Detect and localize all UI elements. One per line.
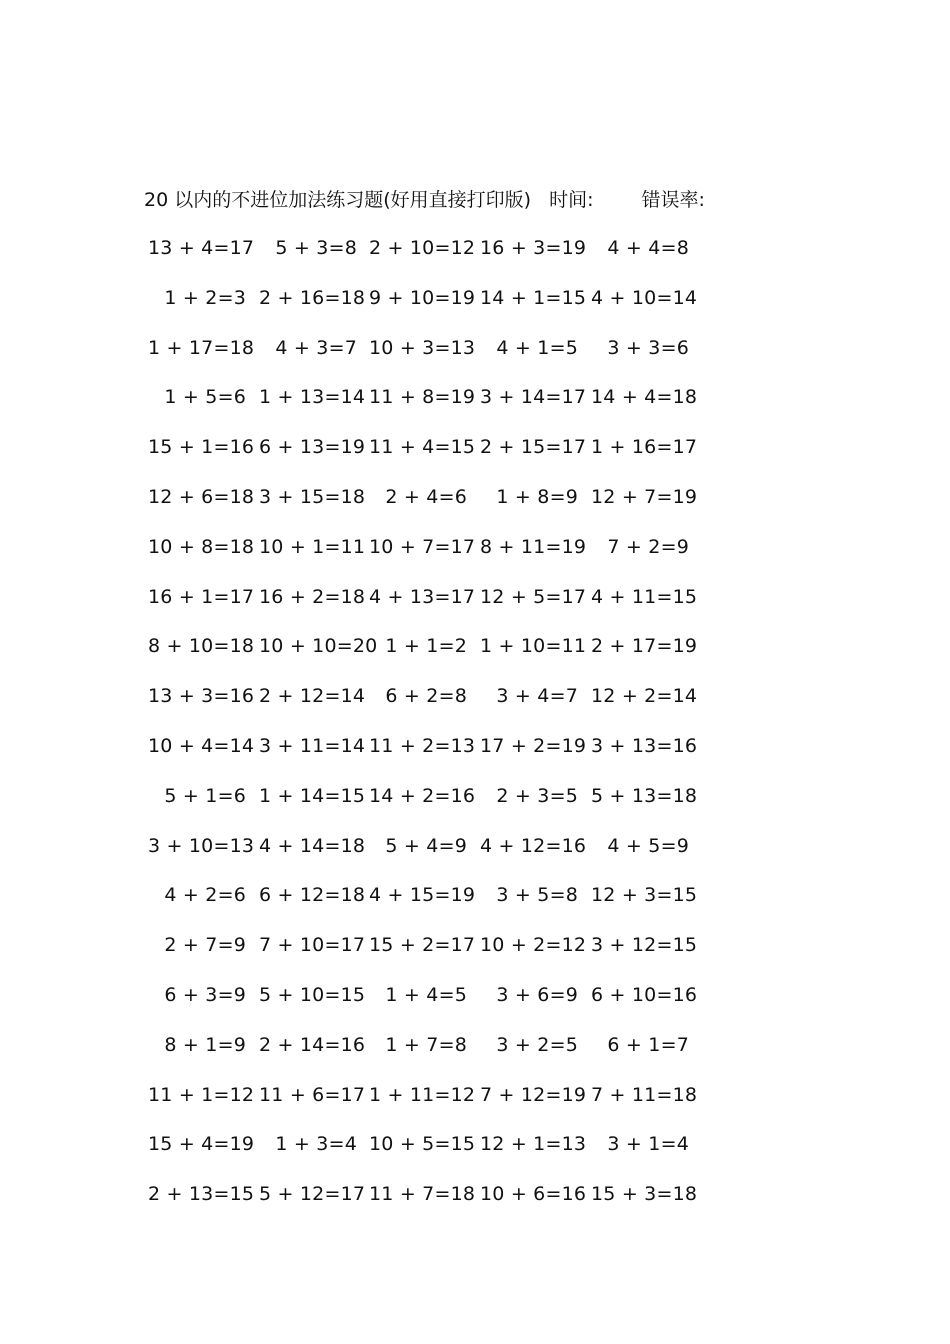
problem-row (148, 981, 708, 1031)
addition-problem: 2 + 10=12 (369, 237, 476, 259)
addition-problem: 1 + 2=3 (164, 286, 246, 309)
problem-row (148, 383, 708, 433)
addition-problem: 10 + 6=16 (480, 1183, 587, 1206)
addition-problem: 2 + 4=6 (385, 485, 467, 508)
addition-problem: 12 + 1=13 (480, 1133, 587, 1156)
problem-row (148, 433, 708, 483)
addition-problem: 3 + 12=15 (591, 934, 698, 957)
addition-problem: 4 + 3=7 (275, 336, 357, 359)
addition-problem: 1 + 7=8 (385, 1033, 467, 1056)
addition-problem: 7 + 11=18 (591, 1083, 698, 1106)
addition-problem: 3 + 15=18 (259, 485, 366, 508)
addition-problem: 10 + 3=13 (369, 336, 476, 359)
problem-row (148, 583, 708, 633)
addition-problem: 2 + 14=16 (259, 1033, 366, 1056)
addition-problem: 3 + 6=9 (496, 983, 578, 1006)
problem-row (148, 234, 708, 284)
addition-problem: 2 + 7=9 (164, 934, 246, 957)
addition-problem: 2 + 15=17 (480, 436, 587, 459)
error-rate-label: 错误率: (641, 189, 705, 211)
problem-row (148, 483, 708, 533)
addition-problem: 10 + 2=12 (480, 934, 587, 957)
problem-row (148, 1130, 708, 1180)
addition-problem: 11 + 4=15 (369, 436, 476, 459)
addition-problem: 15 + 3=18 (591, 1183, 698, 1206)
addition-problem: 2 + 13=15 (148, 1183, 255, 1206)
addition-problem: 10 + 7=17 (369, 535, 476, 558)
addition-problem: 13 + 3=16 (148, 685, 255, 708)
addition-problem: 16 + 1=17 (148, 585, 255, 608)
addition-problem: 3 + 11=14 (259, 734, 366, 757)
addition-problem: 14 + 4=18 (591, 386, 698, 409)
addition-problem: 8 + 1=9 (164, 1033, 246, 1056)
addition-problem: 1 + 16=17 (591, 436, 698, 459)
addition-problem: 6 + 10=16 (591, 983, 698, 1006)
addition-problem: 5 + 3=8 (275, 237, 357, 259)
addition-problem: 4 + 13=17 (369, 585, 476, 608)
addition-problem: 3 + 4=7 (496, 685, 578, 708)
addition-problem: 5 + 12=17 (259, 1183, 366, 1206)
problem-row (148, 533, 708, 583)
problem-row (148, 284, 708, 334)
addition-problem: 15 + 4=19 (148, 1133, 255, 1156)
problem-row (148, 782, 708, 832)
addition-problem: 4 + 5=9 (607, 834, 689, 857)
addition-problem: 5 + 1=6 (164, 784, 246, 807)
addition-problem: 5 + 13=18 (591, 784, 698, 807)
addition-problem: 11 + 8=19 (369, 386, 476, 409)
addition-problem: 2 + 3=5 (496, 784, 578, 807)
worksheet-header (144, 186, 705, 214)
addition-problem: 3 + 5=8 (496, 884, 578, 907)
addition-problem: 4 + 10=14 (591, 286, 698, 309)
addition-problem: 1 + 3=4 (275, 1133, 357, 1156)
problem-row (148, 632, 708, 682)
addition-problem: 11 + 6=17 (259, 1083, 366, 1106)
addition-problem: 4 + 11=15 (591, 585, 698, 608)
problem-row (148, 832, 708, 882)
addition-problem: 6 + 3=9 (164, 983, 246, 1006)
addition-problem: 3 + 10=13 (148, 834, 255, 857)
addition-problem: 4 + 14=18 (259, 834, 366, 857)
addition-problem: 1 + 5=6 (164, 386, 246, 409)
addition-problem: 6 + 1=7 (607, 1033, 689, 1056)
addition-problem: 3 + 2=5 (496, 1033, 578, 1056)
time-label: 时间: (549, 189, 594, 211)
addition-problem: 3 + 1=4 (607, 1133, 689, 1156)
addition-problem: 11 + 1=12 (148, 1083, 255, 1106)
addition-problem: 6 + 12=18 (259, 884, 366, 907)
addition-problem: 7 + 12=19 (480, 1083, 587, 1106)
addition-problem: 12 + 5=17 (480, 585, 587, 608)
addition-problem: 1 + 14=15 (259, 784, 366, 807)
addition-problem: 9 + 10=19 (369, 286, 476, 309)
problem-row (148, 1081, 708, 1131)
addition-problem: 1 + 13=14 (259, 386, 366, 409)
addition-problem: 1 + 1=2 (385, 635, 467, 658)
addition-problem: 10 + 8=18 (148, 535, 255, 558)
problem-row (148, 682, 708, 732)
addition-problem: 3 + 14=17 (480, 386, 587, 409)
addition-problem: 1 + 4=5 (385, 983, 467, 1006)
addition-problem: 3 + 3=6 (607, 336, 689, 359)
addition-problem: 16 + 3=19 (480, 237, 587, 259)
addition-problem: 4 + 4=8 (607, 237, 689, 259)
addition-problem: 2 + 17=19 (591, 635, 698, 658)
addition-problem: 4 + 15=19 (369, 884, 476, 907)
addition-problem: 12 + 2=14 (591, 685, 698, 708)
addition-problem: 4 + 12=16 (480, 834, 587, 857)
addition-problem: 10 + 1=11 (259, 535, 366, 558)
addition-problem: 11 + 2=13 (369, 734, 476, 757)
addition-problem: 1 + 11=12 (369, 1083, 476, 1106)
addition-problem: 7 + 10=17 (259, 934, 366, 957)
addition-problem: 17 + 2=19 (480, 734, 587, 757)
problem-row (148, 732, 708, 782)
addition-problem: 2 + 16=18 (259, 286, 366, 309)
addition-problem: 5 + 4=9 (385, 834, 467, 857)
addition-problem: 10 + 5=15 (369, 1133, 476, 1156)
addition-problem: 2 + 12=14 (259, 685, 366, 708)
addition-problem: 8 + 10=18 (148, 635, 255, 658)
addition-problem: 1 + 10=11 (480, 635, 587, 658)
addition-problem: 13 + 4=17 (148, 237, 255, 259)
addition-problem: 4 + 2=6 (164, 884, 246, 907)
problem-row (148, 931, 708, 981)
problem-row (148, 1180, 708, 1230)
problem-grid (148, 234, 708, 1230)
addition-problem: 10 + 4=14 (148, 734, 255, 757)
addition-problem: 12 + 3=15 (591, 884, 698, 907)
addition-problem: 8 + 11=19 (480, 535, 587, 558)
addition-problem: 14 + 2=16 (369, 784, 476, 807)
addition-problem: 10 + 10=20 (259, 635, 378, 658)
addition-problem: 15 + 1=16 (148, 436, 255, 459)
worksheet-title: 20 以内的不进位加法练习题(好用直接打印版) (144, 189, 532, 211)
addition-problem: 12 + 6=18 (148, 485, 255, 508)
addition-problem: 1 + 17=18 (148, 336, 255, 359)
addition-problem: 12 + 7=19 (591, 485, 698, 508)
addition-problem: 6 + 2=8 (385, 685, 467, 708)
addition-problem: 5 + 10=15 (259, 983, 366, 1006)
addition-problem: 1 + 8=9 (496, 485, 578, 508)
addition-problem: 4 + 1=5 (496, 336, 578, 359)
addition-problem: 14 + 1=15 (480, 286, 587, 309)
addition-problem: 7 + 2=9 (607, 535, 689, 558)
addition-problem: 15 + 2=17 (369, 934, 476, 957)
addition-problem: 3 + 13=16 (591, 734, 698, 757)
problem-row (148, 1031, 708, 1081)
addition-problem: 6 + 13=19 (259, 436, 366, 459)
addition-problem: 11 + 7=18 (369, 1183, 476, 1206)
problem-row (148, 881, 708, 931)
problem-row (148, 334, 708, 384)
addition-problem: 16 + 2=18 (259, 585, 366, 608)
